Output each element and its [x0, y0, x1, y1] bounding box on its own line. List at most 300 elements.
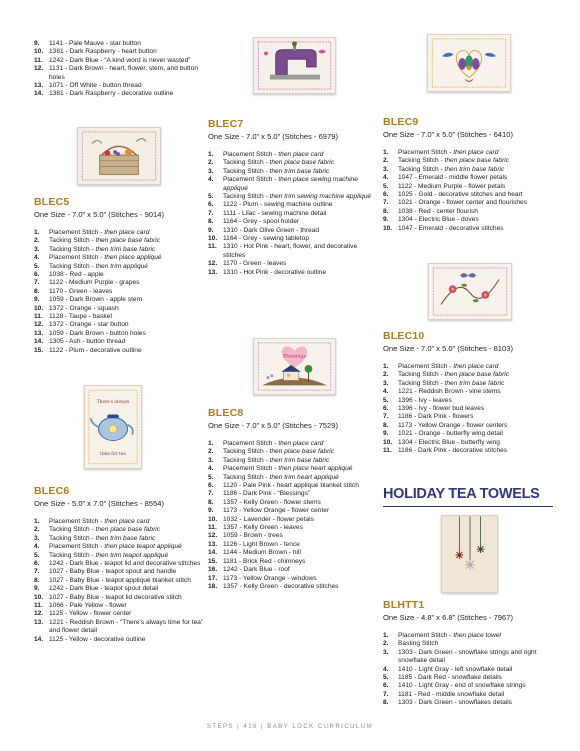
blhtt1-code: BLHTT1 [383, 599, 425, 611]
step-number: 1. [383, 149, 389, 156]
step-text [398, 371, 558, 379]
step-text [49, 65, 204, 82]
step-item [34, 82, 204, 90]
step-text [223, 218, 373, 226]
step-item [34, 594, 204, 602]
step-item [383, 166, 558, 174]
step-item [34, 552, 204, 560]
step-item [383, 174, 558, 182]
step-number: 2. [34, 237, 40, 245]
step-item [34, 568, 204, 576]
step-item [208, 499, 373, 507]
step-text [49, 254, 204, 262]
step-item [208, 507, 373, 515]
step-text [398, 666, 558, 674]
step-main-text: 1131 - Dark Brown - heart, flower, stem, and button holes [49, 65, 199, 81]
blhtt1-steps [383, 632, 558, 708]
step-italic-note: then place base fabric [444, 157, 510, 165]
step-text [398, 191, 558, 199]
step-main-text: Tacking Stitch - [49, 262, 96, 270]
blec10-steps [383, 363, 558, 455]
step-item [208, 210, 373, 218]
step-item [208, 176, 373, 193]
step-main-text: Tacking Stitch - [223, 159, 270, 167]
step-main-text: Tacking Stitch - [49, 526, 96, 534]
step-main-text: 1242 - Dark Blue - teapot spout detail [49, 585, 159, 593]
blec7-code: BLEC7 [208, 118, 244, 130]
step-text [49, 619, 204, 636]
step-main-text: 1032 - Lavender - flower petals [223, 515, 314, 523]
step-number: 5. [208, 193, 214, 201]
step-text [223, 151, 373, 159]
step-number: 2. [208, 159, 214, 167]
step-item [208, 583, 373, 591]
blec10-section [383, 330, 558, 455]
step-number: 5. [34, 262, 40, 270]
step-main-text: 1122 - Plum - decorative outline [49, 346, 142, 354]
step-main-text: 1125 - Yellow - flower center [49, 610, 132, 618]
step-main-text: Tacking Stitch - [223, 193, 270, 201]
step-number: 10. [34, 48, 44, 56]
blhtt1-section [383, 599, 558, 708]
step-item [208, 474, 373, 482]
step-number: 9. [34, 40, 40, 47]
step-number: 4. [208, 465, 214, 473]
step-item [383, 682, 558, 690]
step-italic-note: then trim base fabric [95, 245, 156, 253]
step-item [208, 566, 373, 574]
step-text [398, 640, 558, 648]
tea-card-line2: time for tea [100, 452, 126, 457]
step-main-text: Tacking Stitch - [398, 157, 445, 165]
step-item [34, 636, 204, 644]
step-text [398, 632, 558, 640]
step-main-text: 1120 - Pale Pink - heart appliqué blanket stitch [223, 482, 359, 490]
step-item [383, 397, 558, 405]
step-number: 5. [34, 551, 40, 559]
step-italic-note: then place towel [453, 632, 501, 639]
step-text [223, 168, 373, 176]
step-item [34, 610, 204, 618]
step-main-text: 1242 - Dark Blue - roof [223, 566, 290, 574]
step-italic-note: then trim base fabric [269, 456, 330, 464]
step-main-text: Placement Stitch - [398, 632, 454, 639]
step-item [383, 199, 558, 207]
step-main-text: 1372 - Orange - star button [49, 321, 129, 329]
step-main-text: 1027 - Baby Blue - teapot lid decorative stitch [49, 593, 182, 601]
step-italic-note: then trim base fabric [444, 165, 505, 173]
step-item [34, 229, 204, 237]
step-item [383, 388, 558, 396]
step-main-text: Placement Stitch - [49, 229, 105, 236]
step-italic-note: then trim base fabric [95, 534, 156, 542]
step-main-text: 1038 - Red - apple [49, 271, 104, 279]
step-text [223, 541, 373, 549]
step-text [223, 227, 373, 235]
step-text [49, 568, 204, 576]
step-main-text: 1066 - Pale Yellow - flower [49, 602, 127, 610]
step-main-text: Placement Stitch - [223, 465, 279, 473]
step-main-text: Placement Stitch - [223, 440, 279, 447]
step-item [34, 535, 204, 543]
step-number: 12. [208, 260, 218, 268]
step-number: 13. [208, 268, 218, 276]
blec8-size: One Size - 7.0” x 5.0” (Stitches - 7529) [208, 421, 338, 430]
step-text [223, 235, 373, 243]
step-italic-note: then trim teapot appliqué [95, 551, 169, 559]
step-main-text: 1305 - Ash - button thread [49, 338, 126, 346]
step-main-text: 1144 - Medium Brown - hill [223, 549, 301, 557]
step-text [398, 413, 558, 421]
step-item [383, 405, 558, 413]
step-item [34, 57, 204, 65]
step-number: 9. [34, 585, 40, 593]
step-number: 2. [383, 371, 389, 379]
blec10-code: BLEC10 [383, 330, 425, 342]
step-item [34, 237, 204, 245]
step-number: 12. [34, 610, 44, 618]
step-text [398, 447, 558, 455]
step-text [223, 549, 373, 557]
step-text [398, 174, 558, 182]
step-main-text: Placement Stitch - [398, 363, 454, 370]
blec8-steps [208, 440, 373, 591]
step-italic-note: then trim base fabric [269, 167, 330, 175]
step-number: 4. [383, 665, 389, 673]
step-text [49, 90, 204, 98]
step-item [383, 699, 558, 707]
step-item [383, 447, 558, 455]
step-number: 1. [208, 151, 214, 158]
step-main-text: Tacking Stitch - [223, 167, 270, 175]
step-text [398, 363, 558, 371]
step-main-text: Tacking Stitch - [49, 534, 96, 542]
page-footer: STEPS | 416 | BABY LOCK CURRICULUM [206, 724, 374, 730]
step-text [398, 199, 558, 207]
step-text [223, 490, 373, 498]
step-text [398, 208, 558, 216]
blec6-steps [34, 518, 204, 644]
step-item [383, 674, 558, 682]
step-text [49, 518, 204, 526]
step-main-text: 1186 - Dark Pink - “Blessings” [223, 490, 311, 498]
step-item [208, 260, 373, 268]
step-item [34, 321, 204, 329]
step-number: 5. [383, 674, 389, 682]
step-main-text: 1027 - Baby Blue - teapot appliqué blanket stitch [49, 576, 191, 584]
step-number: 2. [34, 526, 40, 534]
step-italic-note: then place base fabric [269, 159, 335, 167]
step-text [49, 602, 204, 610]
step-text [398, 216, 558, 224]
blec7-section [208, 118, 373, 277]
step-main-text: Tacking Stitch - [49, 237, 96, 245]
step-number: 7. [383, 199, 389, 207]
step-item [34, 246, 204, 254]
step-item [34, 526, 204, 534]
step-text [398, 149, 558, 157]
step-main-text: Basting Stitch [398, 640, 439, 648]
step-item [383, 216, 558, 224]
step-item [34, 518, 204, 526]
step-number: 4. [383, 388, 389, 396]
step-main-text: 1310 - Hot Pink - heart, flower, and decorative stitches [223, 243, 358, 259]
step-item [208, 235, 373, 243]
step-text [398, 439, 558, 447]
step-item [34, 338, 204, 346]
step-main-text: 1059 - Dark Brown - button holes [49, 329, 146, 337]
blec9-code: BLEC9 [383, 116, 419, 128]
blhtt1-size: One Size - 4.8” x 6.8” (Stitches - 7967) [383, 613, 513, 622]
step-text [49, 535, 204, 543]
teapot-embroidery-image [85, 386, 141, 468]
step-item [34, 560, 204, 568]
step-item [208, 218, 373, 226]
step-text [223, 243, 373, 260]
step-text [49, 577, 204, 585]
step-main-text: 1170 - Green - leaves [49, 287, 113, 295]
step-main-text: 1173 - Yellow Orange - flower centers [398, 421, 508, 429]
step-main-text: 1125 - Yellow - decorative outline [49, 635, 146, 643]
step-item [34, 296, 204, 304]
step-text [398, 380, 558, 388]
blec7-size: One Size - 7.0” x 5.0” (Stitches - 6979) [208, 132, 338, 141]
step-item [208, 541, 373, 549]
step-item [34, 65, 204, 82]
step-text [49, 40, 204, 48]
step-italic-note: then place base fabric [95, 237, 161, 245]
step-number: 15. [34, 346, 44, 354]
step-main-text: 1396 - Ivy - flower bud leaves [398, 405, 485, 413]
step-number: 1. [383, 632, 389, 639]
step-item [208, 151, 373, 159]
step-main-text: 1170 - Green - leaves [223, 260, 287, 268]
step-text [223, 474, 373, 482]
step-main-text: 1186 - Dark Pink - decorative stitches [398, 447, 508, 455]
step-item [208, 457, 373, 465]
step-item [208, 482, 373, 490]
step-number: 17. [208, 574, 218, 582]
step-italic-note: then place base fabric [444, 371, 510, 379]
step-italic-note: then place heart appliqué [278, 465, 353, 473]
step-item [383, 439, 558, 447]
step-number: 10. [208, 235, 218, 243]
step-italic-note: then place base fabric [269, 448, 335, 456]
step-main-text: Tacking Stitch - [398, 165, 445, 173]
step-main-text: 1303 - Dark Green - snowflakes details [398, 699, 512, 707]
step-number: 12. [34, 65, 44, 73]
step-item [208, 448, 373, 456]
step-main-text: Placement Stitch - [398, 149, 454, 156]
step-text [223, 532, 373, 540]
step-item [34, 619, 204, 636]
step-number: 8. [208, 498, 214, 506]
step-main-text: 1173 - Yellow Orange - flower center [223, 507, 330, 515]
step-number: 14. [34, 635, 44, 643]
step-text [49, 636, 204, 644]
blec8-thumbnail [253, 338, 336, 395]
blec9-section [383, 116, 558, 233]
step-item [383, 422, 558, 430]
step-number: 11. [208, 524, 217, 532]
step-text [223, 448, 373, 456]
blec9-steps [383, 149, 558, 233]
step-main-text: 1141 - Pale Mauve - star button [49, 40, 141, 47]
step-number: 14. [208, 549, 218, 557]
step-text [398, 674, 558, 682]
step-number: 10. [383, 438, 393, 446]
step-item [34, 347, 204, 355]
step-number: 9. [383, 216, 389, 224]
step-number: 11. [383, 447, 392, 455]
step-main-text: Placement Stitch - [223, 151, 279, 158]
step-number: 3. [34, 245, 40, 253]
top-steps [34, 40, 204, 99]
step-number: 14. [34, 90, 44, 98]
step-number: 7. [383, 690, 389, 698]
step-number: 10. [34, 304, 44, 312]
step-text [398, 405, 558, 413]
floral-vine-embroidery-image [429, 264, 511, 319]
blec7-steps [208, 151, 373, 277]
step-item [383, 649, 558, 666]
step-text [223, 440, 373, 448]
step-text [223, 482, 373, 490]
step-italic-note: then place card [453, 363, 499, 370]
step-italic-note: then place card [104, 518, 150, 525]
sewing-machine-embroidery-image [254, 38, 335, 93]
blec6-code: BLEC6 [34, 485, 70, 497]
step-item [208, 490, 373, 498]
step-text [49, 321, 204, 329]
step-number: 2. [383, 640, 389, 648]
step-main-text: 1186 - Dark Pink - flowers [398, 413, 474, 421]
step-number: 16. [208, 566, 218, 574]
step-number: 18. [208, 582, 218, 590]
step-main-text: 1181 - Red - middle snowflake detail [398, 690, 505, 698]
step-main-text: 1021 - Orange - flower center and flourishes [398, 199, 528, 207]
top-continuation-list [34, 40, 204, 99]
step-number: 1. [34, 518, 40, 525]
step-main-text: 1021 - Orange - butterfly wing detail [398, 430, 503, 438]
step-item [383, 640, 558, 648]
doves-embroidery-image [428, 35, 510, 91]
blec9-size: One Size - 7.0” x 5.0” (Stitches - 6410) [383, 130, 513, 139]
step-main-text: 1111 - Lilac - sewing machine detail [223, 209, 327, 217]
step-number: 7. [208, 490, 214, 498]
step-text [49, 560, 204, 568]
step-text [49, 48, 204, 56]
step-item [383, 208, 558, 216]
step-item [34, 271, 204, 279]
step-main-text: Tacking Stitch - [49, 551, 96, 559]
step-item [208, 269, 373, 277]
step-italic-note: then trim base fabric [444, 379, 505, 387]
step-main-text: Tacking Stitch - [223, 456, 270, 464]
step-number: 6. [383, 191, 389, 199]
step-main-text: 1047 - Emerald - decorative stitches [398, 224, 504, 232]
step-main-text: 1381 - Dark Raspberry - heart button [49, 48, 157, 56]
step-number: 2. [208, 448, 214, 456]
step-text [398, 691, 558, 699]
step-number: 8. [208, 218, 214, 226]
step-main-text: 1357 - Kelly Green - flower stems [223, 498, 321, 506]
step-item [208, 227, 373, 235]
step-item [383, 666, 558, 674]
blhtt1-thumbnail [441, 515, 498, 593]
step-main-text: 1181 - Brick Red - chimneys [223, 557, 306, 565]
step-main-text: Tacking Stitch - [398, 379, 445, 387]
step-text [223, 210, 373, 218]
blec7-thumbnail [253, 37, 336, 94]
step-main-text: 1357 - Kelly Green - decorative stitches [223, 582, 339, 590]
step-text [398, 682, 558, 690]
step-number: 10. [208, 515, 218, 523]
step-number: 6. [34, 271, 40, 279]
step-text [223, 457, 373, 465]
step-main-text: 1122 - Medium Purple - grapes [49, 279, 140, 287]
step-text [223, 159, 373, 167]
step-text [49, 279, 204, 287]
step-main-text: 1357 - Kelly Green - leaves [223, 524, 303, 532]
step-italic-note: then trim sewing machine appliqué [269, 193, 372, 201]
step-main-text: 1164 - Grey - sewing tabletop [223, 235, 310, 243]
step-main-text: 1310 - Hot Pink - decorative outline [223, 268, 326, 276]
step-number: 13. [34, 82, 44, 90]
step-number: 3. [208, 456, 214, 464]
step-main-text: 1221 - Reddish Brown - “There’s always time for tea” and flower detail [49, 618, 204, 635]
step-text [223, 499, 373, 507]
step-item [34, 254, 204, 262]
step-number: 6. [208, 482, 214, 490]
step-item [208, 575, 373, 583]
blec6-thumbnail [84, 385, 142, 469]
blec6-section [34, 485, 204, 644]
step-text [398, 699, 558, 707]
step-main-text: 1242 - Dark Blue - “A kind word is never wasted” [49, 56, 191, 64]
step-main-text: Placement Stitch - [223, 176, 279, 184]
step-main-text: 1059 - Dark Brown - apple stem [49, 296, 143, 304]
step-number: 11. [34, 56, 43, 64]
step-text [49, 313, 204, 321]
step-number: 3. [34, 534, 40, 542]
step-text [398, 430, 558, 438]
step-number: 9. [208, 507, 214, 515]
step-number: 10. [34, 593, 44, 601]
step-text [49, 594, 204, 602]
blec5-thumbnail [77, 127, 161, 185]
step-item [208, 440, 373, 448]
step-text [223, 524, 373, 532]
step-number: 4. [34, 543, 40, 551]
step-text [49, 610, 204, 618]
step-text [398, 225, 558, 233]
step-text [223, 176, 373, 193]
step-text [49, 237, 204, 245]
step-main-text: Tacking Stitch - [223, 448, 270, 456]
step-item [383, 149, 558, 157]
step-item [383, 157, 558, 165]
step-number: 2. [383, 157, 389, 165]
step-item [34, 602, 204, 610]
step-number: 15. [208, 557, 218, 565]
blec5-section [34, 196, 204, 355]
step-italic-note: then place sewing machine appliqué [223, 176, 358, 192]
step-text [49, 338, 204, 346]
step-number: 6. [383, 682, 389, 690]
step-number: 4. [34, 254, 40, 262]
step-italic-note: then place teapot appliqué [104, 543, 182, 551]
